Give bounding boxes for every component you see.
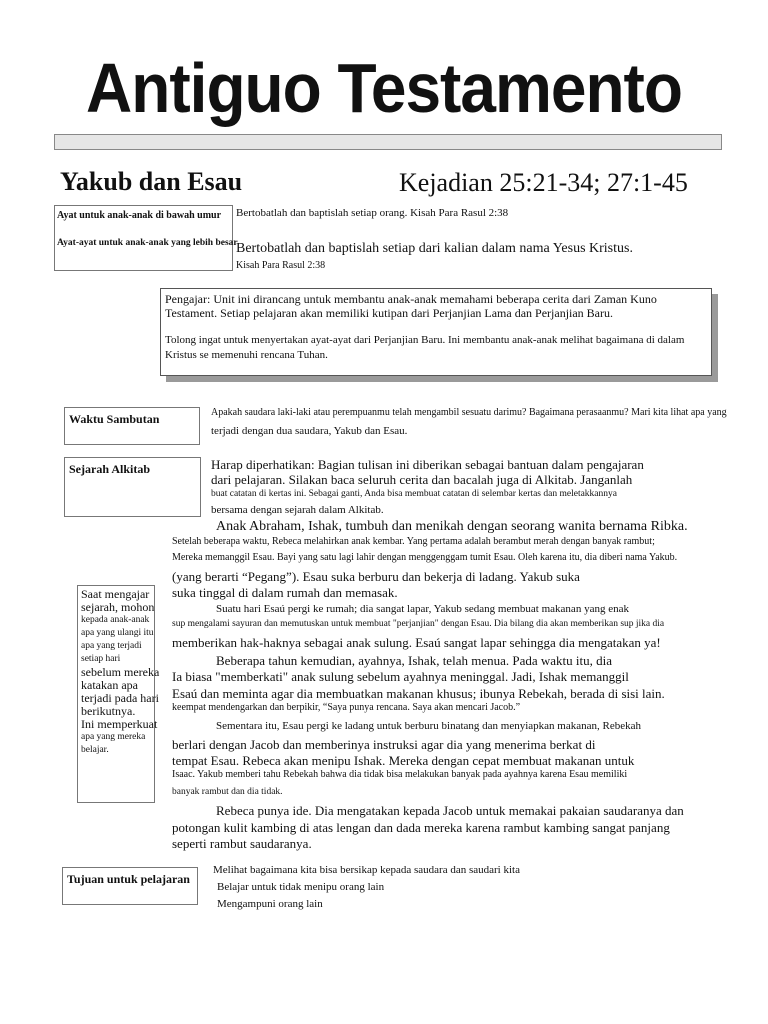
story-line: Mereka memanggil Esau. Bayi yang satu lagi lahir dengan menggenggam tumit Esau. Oleh karena itu, dia diberi nama Yakub. bbox=[172, 552, 678, 563]
story-line: Beberapa tahun kemudian, ayahnya, Ishak, telah menua. Pada waktu itu, dia bbox=[216, 653, 613, 668]
teaching-tip-line: Ini memperkuat bbox=[81, 717, 158, 731]
story-line: potongan kulit kambing di atas lengan dan dada mereka karena rambut kambing sangat panjang bbox=[172, 820, 670, 835]
teaching-tip-line: sebelum mereka bbox=[81, 665, 160, 679]
older-memory-verse: Bertobatlah dan baptislah setiap dari kalian dalam nama Yesus Kristus. bbox=[236, 241, 633, 256]
section-label-welcome: Waktu Sambutan bbox=[64, 407, 200, 445]
teacher-note-paragraph: Tolong ingat untuk menyertakan ayat-ayat dari Perjanjian Baru. Ini membantu anak-anak melihat bagaimana di dalam Kristus se memenuhi rencana Tuhan. bbox=[165, 334, 685, 361]
story-line: Isaac. Yakub memberi tahu Rebekah bahwa dia tidak bisa melakukan banyak pada ayahnya karena Esau memiliki bbox=[172, 769, 628, 780]
teaching-tip-box bbox=[77, 585, 160, 803]
story-line: seperti rambut saudaranya. bbox=[172, 836, 312, 851]
goal-item: Belajar untuk tidak menipu orang lain bbox=[217, 881, 385, 893]
teaching-tip-line: apa yang ulangi itu bbox=[81, 628, 154, 638]
welcome-text-line: Apakah saudara laki-laki atau perempuanmu telah mengambil sesuatu darimu? Bagaimana perasaanmu? Mari kita lihat apa yang bbox=[211, 407, 727, 418]
story-line: Ia biasa "memberkati" anak sulung sebelum ayahnya meninggal. Jadi, Ishak memanggil bbox=[172, 669, 629, 684]
story-line: banyak rambut dan dia tidak. bbox=[172, 787, 283, 797]
older-verse-reference: Kisah Para Rasul 2:38 bbox=[236, 260, 326, 271]
story-line: Suatu hari Esaú pergi ke rumah; dia sangat lapar, Yakub sedang membuat makanan yang enak bbox=[216, 603, 629, 615]
story-line: berlari dengan Jacob dan memberinya instruksi agar dia yang menerima berkat di bbox=[172, 737, 596, 752]
teaching-tip-line: berikutnya. bbox=[81, 704, 136, 718]
teaching-tip-line: apa yang mereka bbox=[81, 732, 146, 742]
story-line: (yang berarti “Pegang”). Esau suka berburu dan bekerja di ladang. Yakub suka bbox=[172, 569, 580, 584]
goal-item: Melihat bagaimana kita bisa bersikap kepada saudara dan saudari kita bbox=[213, 864, 520, 876]
teaching-tip-line: terjadi pada hari bbox=[81, 691, 159, 705]
story-line: memberikan hak-haknya sebagai anak sulung. Esaú sangat lapar sehingga dia mengatakan ya! bbox=[172, 635, 661, 650]
teaching-tip-line: setiap hari bbox=[81, 654, 121, 664]
history-intro-line: buat catatan di kertas ini. Sebagai ganti, Anda bisa membuat catatan di selembar kertas dan meletakkannya bbox=[211, 489, 617, 499]
history-intro-line: dari pelajaran. Silakan baca seluruh cerita dan bacalah juga di Alkitab. Janganlah bbox=[211, 472, 633, 487]
story-line: tempat Esau. Rebeca akan menipu Ishak. Mereka dengan cepat membuat makanan untuk bbox=[172, 753, 635, 768]
story-line: Setelah beberapa waktu, Rebeca melahirkan anak kembar. Yang pertama adalah berambut merah dengan banyak rambut; bbox=[172, 536, 655, 547]
welcome-text-line: terjadi dengan dua saudara, Yakub dan Esau. bbox=[211, 425, 408, 437]
title-divider-bar bbox=[54, 134, 722, 150]
teaching-tip-line: Saat mengajar bbox=[81, 587, 150, 601]
teaching-tip-line: belajar. bbox=[81, 745, 109, 755]
lesson-title: Yakub dan Esau bbox=[60, 167, 243, 196]
teaching-tip-line: kepada anak-anak bbox=[81, 615, 150, 625]
story-line: Rebeca punya ide. Dia mengatakan kepada Jacob untuk memakai pakaian saudaranya dan bbox=[216, 803, 684, 818]
story-line: keempat mendengarkan dan berpikir, “Saya punya rencana. Saya akan mencari Jacob.” bbox=[172, 702, 521, 713]
older-verse-label: Ayat-ayat untuk anak-anak yang lebih besar bbox=[57, 238, 238, 248]
teacher-note-box bbox=[160, 288, 712, 376]
teaching-tip-line: sejarah, mohon bbox=[81, 600, 155, 614]
page-title: Antiguo Testamento bbox=[86, 49, 682, 127]
teaching-tip-line: apa yang terjadi bbox=[81, 641, 142, 651]
section-label-history: Sejarah Alkitab bbox=[64, 457, 201, 517]
history-intro-line: Harap diperhatikan: Bagian tulisan ini diberikan sebagai bantuan dalam pengajaran bbox=[211, 457, 644, 472]
story-line: Esaú dan meminta agar dia membuatkan makanan khusus; ibunya Rebekah, berada di sisi lain. bbox=[172, 686, 665, 701]
young-verse-label: Ayat untuk anak-anak di bawah umur bbox=[57, 210, 222, 221]
story-line: suka tinggal di dalam rumah dan memasak. bbox=[172, 585, 398, 600]
story-line: Anak Abraham, Ishak, tumbuh dan menikah dengan seorang wanita bernama Ribka. bbox=[216, 519, 688, 534]
story-line: Sementara itu, Esau pergi ke ladang untuk berburu binatang dan menyiapkan makanan, Rebekah bbox=[216, 720, 641, 732]
young-memory-verse: Bertobatlah dan baptislah setiap orang. Kisah Para Rasul 2:38 bbox=[236, 207, 509, 219]
history-intro-line: bersama dengan sejarah dalam Alkitab. bbox=[211, 504, 384, 516]
section-label-goals: Tujuan untuk pelajaran bbox=[62, 867, 198, 905]
teaching-tip-line: katakan apa bbox=[81, 678, 138, 692]
story-line: sup mengalami sayuran dan memutuskan untuk membuat "perjanjian" dengan Esau. Dia bilang dia akan memberikan sup jika dia bbox=[172, 619, 665, 629]
memory-verse-box bbox=[54, 205, 238, 271]
goal-item: Mengampuni orang lain bbox=[217, 898, 323, 910]
teacher-note-paragraph: Pengajar: Unit ini dirancang untuk membantu anak-anak memahami beberapa cerita dari Zaman Kuno Testament. Setiap pelajaran akan memiliki kutipan dari Perjanjian Lama dan Perjanjian Baru. bbox=[165, 292, 657, 320]
scripture-reference: Kejadian 25:21-34; 27:1-45 bbox=[399, 168, 688, 197]
